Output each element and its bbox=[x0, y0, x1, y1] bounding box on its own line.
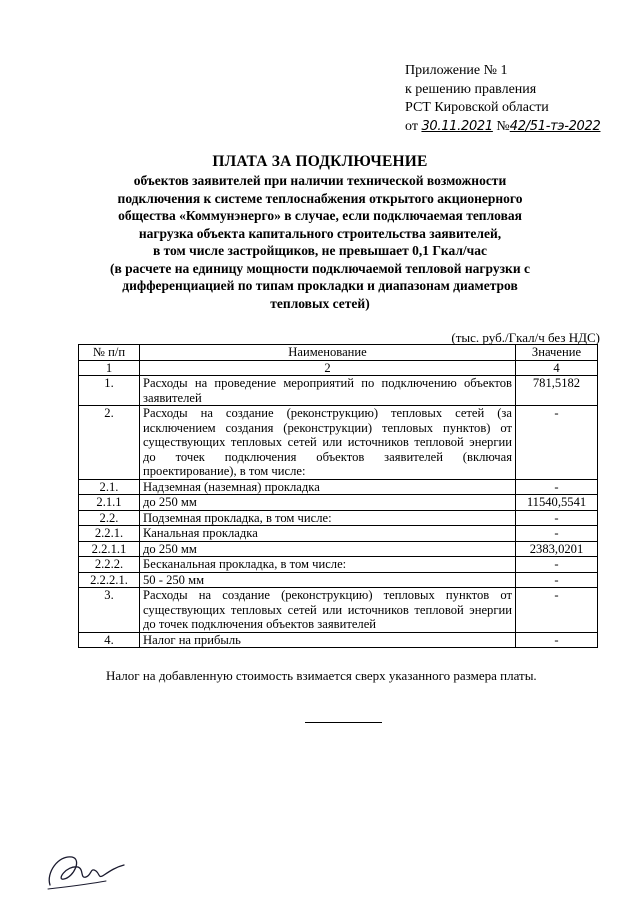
fee-table-body bbox=[79, 345, 598, 648]
row-value: - bbox=[516, 632, 598, 648]
subtitle-line: в том числе застройщиков, не превышает 0,1 Гкал/час bbox=[152, 243, 488, 258]
appendix-block bbox=[405, 62, 600, 136]
row-number: 2. bbox=[79, 406, 140, 480]
subtitle-line: объектов заявителей при наличии технической возможности bbox=[133, 173, 507, 188]
table-row bbox=[79, 406, 598, 480]
row-value: 11540,5541 bbox=[516, 495, 598, 511]
header-value: Значение bbox=[516, 345, 598, 361]
divider-line bbox=[305, 722, 382, 723]
table-row bbox=[79, 376, 598, 406]
decision-number: 42/51-тэ-2022 bbox=[509, 118, 601, 134]
row-value: - bbox=[516, 572, 598, 588]
appendix-line-2: к решению правления bbox=[405, 81, 537, 97]
signature-underline bbox=[48, 881, 106, 889]
table-row bbox=[79, 632, 598, 648]
table-row bbox=[79, 541, 598, 557]
row-number: 2.1. bbox=[79, 479, 140, 495]
appendix-line-4 bbox=[405, 118, 600, 137]
row-value: - bbox=[516, 588, 598, 633]
table-header-row bbox=[79, 345, 598, 361]
table-row bbox=[79, 479, 598, 495]
subtitle-line: нагрузка объекта капитального строительства заявителей, bbox=[138, 225, 502, 241]
row-name: Подземная прокладка, в том числе: bbox=[140, 510, 516, 526]
subtitle-line: общества «Коммунэнерго» в случае, если подключаемая тепловая bbox=[118, 208, 522, 223]
subtitle-line: тепловых сетей) bbox=[270, 295, 370, 311]
appendix-line-1: Приложение № 1 bbox=[405, 63, 508, 78]
signature-icon bbox=[44, 845, 134, 897]
number-label: № bbox=[496, 118, 510, 134]
from-label: от bbox=[405, 118, 418, 134]
row-value: - bbox=[516, 479, 598, 495]
row-value: - bbox=[516, 510, 598, 526]
document-title: ПЛАТА ЗА ПОДКЛЮЧЕНИЕ bbox=[212, 153, 428, 170]
row-value: - bbox=[516, 406, 598, 480]
row-value: 781,5182 bbox=[516, 376, 598, 406]
row-name: Расходы на создание (реконструкцию) тепловых сетей (за исключением создания (реконструкции) тепловых пунктов) от существующих тепловых сетей или источников тепловой энергии до точек подключения объектов заявителей (включая проектирование), в том числе: bbox=[140, 406, 516, 480]
row-number: 3. bbox=[79, 588, 140, 633]
row-value: - bbox=[516, 557, 598, 573]
subtitle-line: дифференциацией по типам прокладки и диапазонам диаметров bbox=[122, 278, 518, 293]
row-name: Налог на прибыль bbox=[140, 632, 516, 648]
header-number: № п/п bbox=[79, 345, 140, 361]
table-row bbox=[79, 557, 598, 573]
signature-stroke bbox=[49, 857, 124, 885]
row-name: до 250 мм bbox=[140, 495, 516, 511]
row-number: 4. bbox=[79, 632, 140, 648]
row-value: - bbox=[516, 526, 598, 542]
row-number: 1. bbox=[79, 376, 140, 406]
index-value: 4 bbox=[516, 360, 598, 376]
row-name: 50 - 250 мм bbox=[140, 572, 516, 588]
row-name: Канальная прокладка bbox=[140, 526, 516, 542]
row-number: 2.2.2.1. bbox=[79, 572, 140, 588]
row-number: 2.2.2. bbox=[79, 557, 140, 573]
row-number: 2.2. bbox=[79, 510, 140, 526]
row-value: 2383,0201 bbox=[516, 541, 598, 557]
appendix-line-3: РСТ Кировской области bbox=[405, 100, 549, 115]
subtitle-line: (в расчете на единицу мощности подключаемой тепловой нагрузки с bbox=[110, 260, 530, 276]
index-number: 1 bbox=[79, 360, 140, 376]
table-index-row bbox=[79, 360, 598, 376]
row-number: 2.2.1.1 bbox=[79, 541, 140, 557]
table-row bbox=[79, 588, 598, 633]
row-name: Надземная (наземная) прокладка bbox=[140, 479, 516, 495]
subtitle-line: подключения к системе теплоснабжения открытого акционерного bbox=[117, 190, 523, 206]
row-number: 2.2.1. bbox=[79, 526, 140, 542]
table-row bbox=[79, 495, 598, 511]
index-name: 2 bbox=[140, 360, 516, 376]
row-name: до 250 мм bbox=[140, 541, 516, 557]
decision-date: 30.11.2021 bbox=[421, 118, 493, 134]
table-row bbox=[79, 526, 598, 542]
document-subtitle bbox=[60, 172, 580, 312]
row-name: Бесканальная прокладка, в том числе: bbox=[140, 557, 516, 573]
table-row bbox=[79, 510, 598, 526]
units-label: (тыс. руб./Гкал/ч без НДС) bbox=[451, 330, 600, 345]
fee-table bbox=[78, 344, 598, 648]
table-row bbox=[79, 572, 598, 588]
vat-note: Налог на добавленную стоимость взимается сверх указанного размера платы. bbox=[106, 668, 537, 683]
row-name: Расходы на проведение мероприятий по подключению объектов заявителей bbox=[140, 376, 516, 406]
row-name: Расходы на создание (реконструкцию) тепловых пунктов от существующих тепловых сетей или источников тепловой энергии до точек подключения объектов заявителей bbox=[140, 588, 516, 633]
header-name: Наименование bbox=[140, 345, 516, 361]
row-number: 2.1.1 bbox=[79, 495, 140, 511]
